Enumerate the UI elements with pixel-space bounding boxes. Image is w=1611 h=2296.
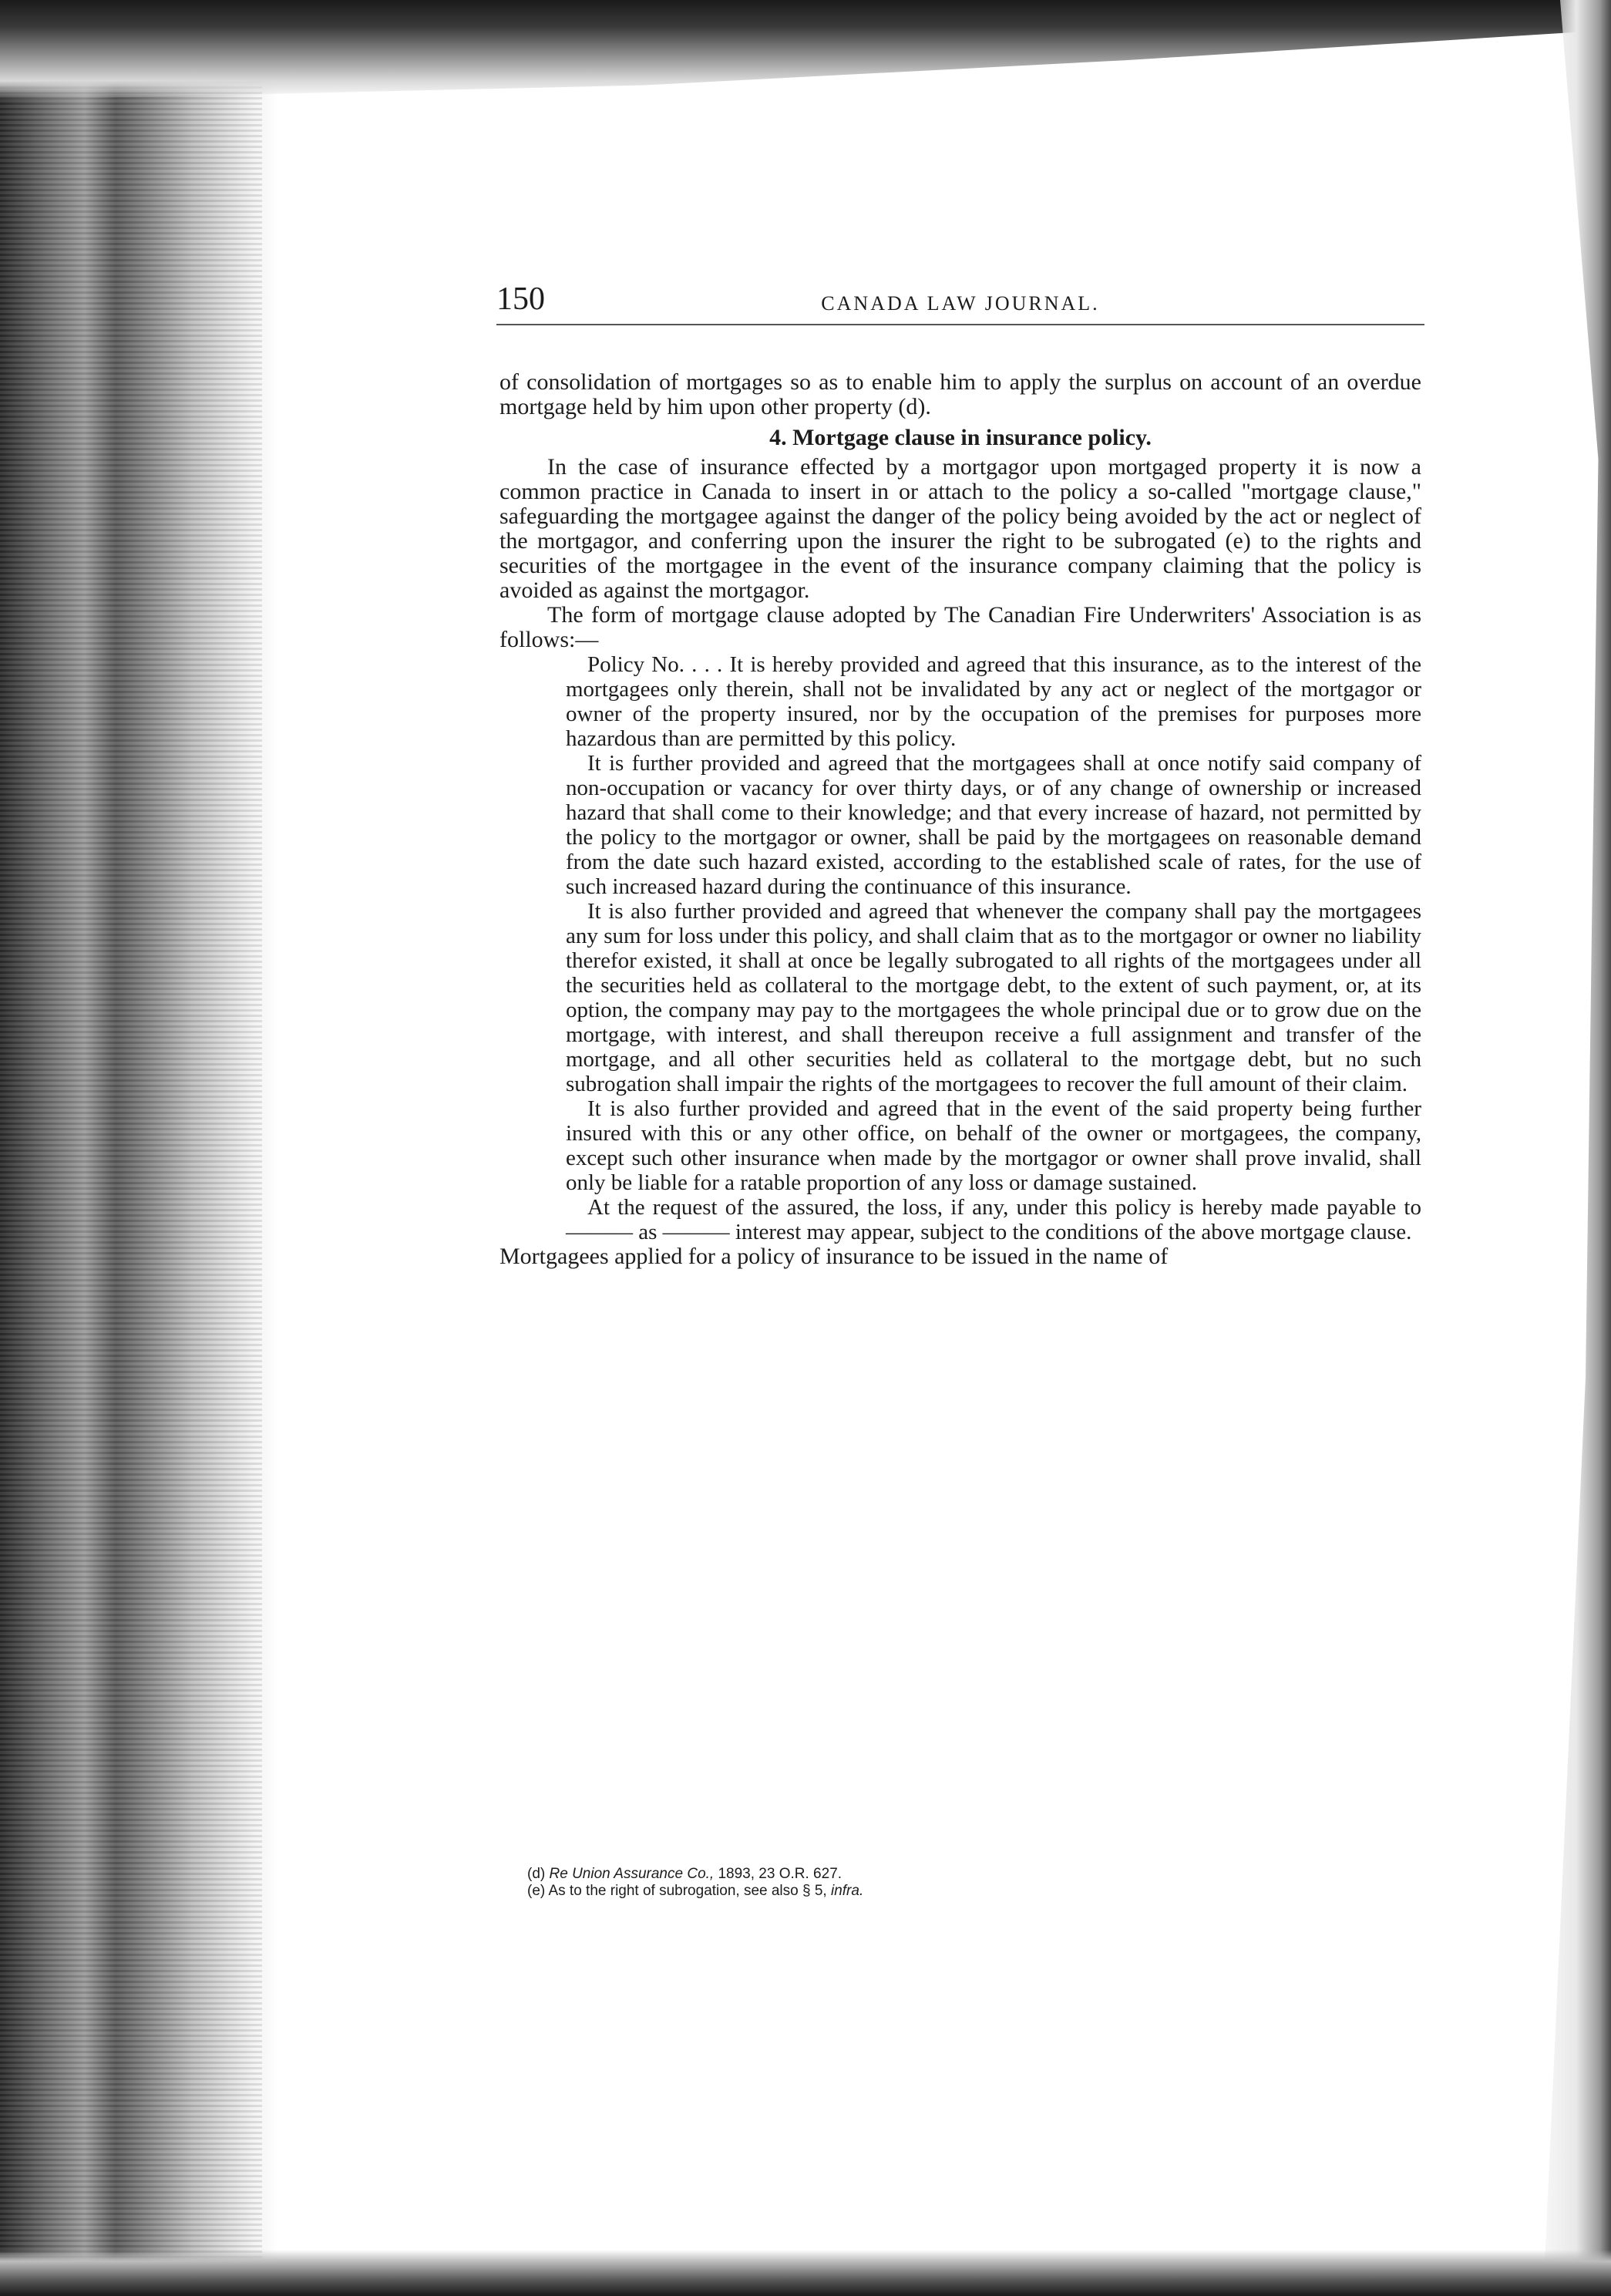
paragraph-intro: of consolidation of mortgages so as to enable him to apply the surplus on account of an overdue mortgage held by him upon other property (d). xyxy=(499,369,1421,419)
footnote-e xyxy=(527,1883,1391,1900)
section-heading: 4. Mortgage clause in insurance policy. xyxy=(769,425,1152,450)
page-header xyxy=(496,281,1424,325)
running-head: CANADA LAW JOURNAL. xyxy=(821,292,1100,315)
footnote-d-case-name: Re Union Assurance Co., xyxy=(549,1866,715,1882)
clause-notify: It is further provided and agreed that the mortgagees shall at once notify said company of non-occupation or vacancy for over thirty days, or of any change of ownership or increased hazard that shall come to their knowledge; and that every increase of hazard, not permitted by the policy to the mortgagor or owner, shall be paid by the mortgagees on reasonable demand from the date such hazard existed, according to the established scale of rates, for the use of such increased hazard during the continuance of this insurance. xyxy=(566,751,1421,899)
clause-policy-no: Policy No. . . . It is hereby provided and agreed that this insurance, as to the interest of the mortgagees only therein, shall not be invalidated by any act or neglect of the mortgagor or owner of the property insured, nor by the occupation of the premises for purposes more hazardous than are permitted by this policy. xyxy=(566,652,1421,751)
clause-further-insurance: It is also further provided and agreed that in the event of the said property being further insured with this or any other office, on behalf of the owner or mortgagees, the company, except such other insurance when made by the mortgagor or owner shall prove invalid, shall only be liable for a ratable proportion of any loss or damage sustained. xyxy=(566,1096,1421,1195)
paragraph-last: Mortgagees applied for a policy of insurance to be issued in the name of xyxy=(499,1244,1169,1269)
footnote-d xyxy=(527,1866,1391,1883)
clause-loss-payable: At the request of the assured, the loss, if any, under this policy is hereby made payable to ——— as ——— interest may appear, subject to the conditions of the above mortgage clause. xyxy=(566,1195,1421,1244)
page-number: 150 xyxy=(496,281,545,317)
clause-subrogation: It is also further provided and agreed that whenever the company shall pay the mortgagees any sum for loss under this policy, and shall claim that as to the mortgagor or owner no liability therefor existed, it shall at once be legally subrogated to all rights of the mortgagees under all the securities held as collateral to the mortgage debt, to the extent of such payment, or, at its option, the company may pay to the mortgagees the whole principal due or to grow due on the mortgage, with interest, and shall thereupon receive a full assignment and transfer of the mortgage, and all other securities held as collateral to the mortgage debt, but no such subrogation shall impair the rights of the mortgagees to recover the full amount of their claim. xyxy=(566,899,1421,1096)
paragraph-form: The form of mortgage clause adopted by The Canadian Fire Underwriters' Association is as follows:— xyxy=(499,602,1421,652)
footnote-e-marker: (e) xyxy=(527,1883,546,1899)
body-text xyxy=(499,370,1421,1269)
paragraph-case: In the case of insurance effected by a mortgagor upon mortgaged property it is now a common practice in Canada to insert in or attach to the policy a so-called "mortgage clause," safeguarding the mortgagee against the danger of the policy being avoided by the act or neglect of the mortgagor, and conferring upon the insurer the right to be subrogated (e) to the rights and securities of the mortgagee in the event of the insurance company claiming that the policy is avoided as against the mortgagor. xyxy=(499,454,1421,603)
footnote-e-text: As to the right of subrogation, see also § 5, xyxy=(548,1883,827,1899)
footnotes xyxy=(527,1866,1391,1900)
footnote-d-marker: (d) xyxy=(527,1866,546,1882)
footnote-d-citation: 1893, 23 O.R. 627. xyxy=(718,1866,842,1882)
footnote-e-infra: infra. xyxy=(830,1883,864,1899)
